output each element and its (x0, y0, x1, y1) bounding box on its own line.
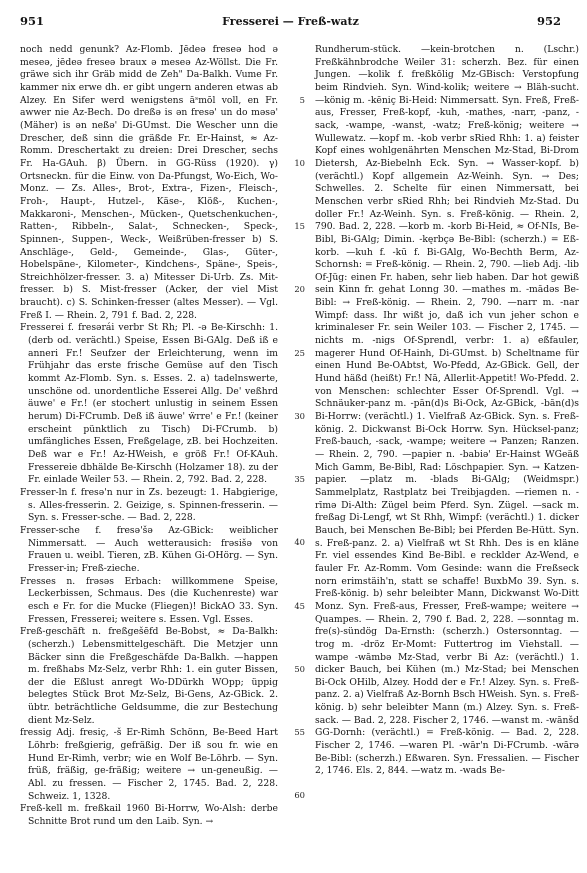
dictionary-entry: Freß-kell m. freßkail 1960 Bi-Horrw, Wo-Alsh: derbe Schnitte Brot rund um den Laib. Syn. → (20, 803, 278, 828)
line-number: 15 (294, 221, 305, 232)
right-page-number: 952 (536, 14, 561, 28)
line-number: 25 (294, 347, 305, 358)
right-column (315, 44, 579, 778)
dictionary-entry: Fresserei f. fresərái verbr St Rh; Pl. -ə Be-Kirschh: 1. (derb od. verächtl.) Speise, Essen Bi-GAlg. Deß iß e anneri Fr.! Seufzer der Erleichterung, wenn im Frühjahr das erste frische Gemüse auf den Tisch kommt Az-Flomb. Syn. s. Esses. 2. a) tadelnswerte, unschöne od. unordentliche Esserei Allg. De' veßhrd äuwe' e Fr.! (er stochert unlustig in seinem Essen herum) Di-FCrumb. Deß iß äuwe' ẅrre' e Fr.! (keiner erscheint pünktlich zu Tisch) Di-FCrumb. b) umfängliches Essen, Freßgelage, zB. bei Hochzeiten. Deß war e Fr.! Az-HWeish, e größ Fr.! Of-KAuh. Fressereie dbhälde Be-Kirschh (Holzamer 18). zu der Fr. einlade Weiler 53. — Rhein. 2, 792. Bad. 2, 228. (20, 322, 278, 486)
dictionary-entry: Rundherum-stück. —kein-brotchen n. (Lschr.) Freßkähnbrodche Weiler 31: scherzh. Bez. für einen Jungen. —kolik f. freßkōlig Mz-GBisch: Verstopfung beim Rindvieh. Syn. Wind-kolik; weitere → Bläh-sucht. —könig m. -kēniç Bi-Heid: Nimmersatt. Syn. Freß, Freß-aus, Fresser, Freß-kopf, -kuh, -mathes, -narr, -panz, -sack, -wampe, -wanst, -watz; Freß-könig; weitere → Wullewatz. —kopf m. -kob verbr sRied Rhh: 1. a) feister Kopf eines wohlgenährten Menschen Mz-Stad, Bi-Drom Dietersh, Az-Biebelnh Eck. Syn. → Wasser-kopf. b) (verächtl.) Kopf allgemein Az-Weinh. Syn. → Des; Schwelles. 2. Schelte für einen Nimmersatt, bei Menschen verbr sRied Rhh; bei Rindvieh Mz-Stad. Du doller Fr.! Az-Weinh. Syn. s. Freß-könig. — Rhein. 2, 790. Bad. 2, 228. —korb m. -korb Bi-Heid, ≈ Of-NIs, Be-Bibl, Bi-GAlg; Dimin. -kęrbçə Be-Bibl: (scherzh.) = Eß-korb. —kuh f. -kū f. Bi-GAlg, Wo-Bechth Berm, Az-Schornsh: = Freß-könig. — Rhein. 2, 790. —lieb Adj. -lib Of-Jüg: einen Fr. haben, sehr lieb haben. Dar hot gewiß sein Kinn fr. gehat Lonng 30. —mathes m. -mādəs Be-Bibl: → Freß-könig. — Rhein. 2, 790. —narr m. -nar Wimpf: dass. Ihr wißt jo, daß ich vun jeher schon e kriminaleser Fr. sein Weiler 103. — Fischer 2, 1745. —nichts m. -nigs Of-Sprendl, verbr: 1. a) eßfauler, magerer Hund Of-Hainh, Di-GUmst. b) Scheltname für einen Hund Be-OAbtst, Wo-Pfedd, Az-GBick. Gell, der Hund häßd (heißt) Fr.! Nā, Allerlit-Appetit! Wo-Pfedd. 2. von Menschen: schlechter Esser Of-Sprendl. Vgl. → Schnäuker-panz m. -pān(d)s Bi-Ock, Az-GBick, -bān(d)s Bi-Horrw: (verächtl.) 1. Vielfraß Az-GBick. Syn. s. Freß-könig. 2. Dickwanst Bi-Ock Horrw. Syn. Hücksel-panz; Freß-bauch, -sack, -wampe; weitere → Panzen; Ranzen. — Rhein. 2, 790. —papier n. -babiə' Er-Hainst WGeäß Mich Gamm, Be-Bibl, Rad: Löschpapier. Syn. → Katzen-papier. —platz m. -blads Bi-GAlg; (Weidmspr.) Sammelplatz, Rastplatz bei Treibjagden. —riemen n. -rīmə Di-Alth: Zügel beim Pferd. Syn. Zügel. —sack m. freßag Di-Lengf, wt St Rhh, Wimpf: (verächtl.) 1. dicker Bauch, bei Menschen Be-Bibl; bei Pferden Be-Hütt. Syn. s. Freß-panz. 2. a) Vielfraß wt St Rhh. Des is en kläne Fr. viel essendes Kind Be-Bibl. e recklder Az-Wend, e fauler Fr. Az-Romm. Vom Gesinde: wann die Freßseck norn erimstäih'n, statt se schaffe! BuxbMo 39. Syn. s. Freß-könig. b) sehr beleibter Mann, Dickwanst Wo-Ditt Monz. Syn. Freß-aus, Fresser, Freß-wampe; weitere → Quampes. — Rhein. 2, 790 f. Bad. 2, 228. —sonntag m. fre(s)-sündög Da-Ernsth: (scherzh.) Ostersonntag. —trog m. -dröz Er-Momt: Futtertrog im Viehstall. —wampe -wāmbə Mz-Stad, verbr Bi Az: (verächtl.) 1. dicker Bauch, bei Kühen (m.) Mz-Stad; bei Menschen Bi-Ock OHilb, Alzey. Hodd der e Fr.! Alzey. Syn. s. Freß-panz. 2. a) Vielfraß Az-Bornh Bsch HWeish. Syn. s. Freß-könig. b) sehr beleibter Mann (m.) Alzey. Syn. s. Freß-sack. — Bad. 2, 228. Fischer 2, 1746. —wanst m. -wānšd GG-Dornh: (verächtl.) = Freß-könig. — Bad. 2, 228. Fischer 2, 1746. —waren Pl. -wār'n Di-FCrumb. -wārə Be-Bibl: (scherzh.) Eßwaren. Syn. Fressalien. — Fischer 2, 1746. Els. 2, 844. —watz m. -wads Be- (315, 44, 579, 777)
running-header (20, 14, 561, 30)
dictionary-entry: Fresses n. frəsəs Erbach: willkommene Speise, Leckerbissen, Schmaus. Des (die Kuchenreste) war esch e Fr. for die Mucke (Fliegen)! BickAO 33. Syn. Fressen, Fresserei; weitere s. Essen. Vgl. Esses. (20, 575, 278, 625)
line-number: 5 (299, 94, 305, 105)
line-number: 30 (294, 410, 305, 421)
dictionary-entry: Fresser-sche f. fresə'šə Az-GBick: weiblicher Nimmersatt. — Auch wetterausich: frəsišə von Frauen u. weibl. Tieren, zB. Kühen Gi-OHörg. — Syn. Fresser-in; Freß-zieche. (20, 524, 278, 574)
dictionary-entry: fressig Adj. fresiç, -š Er-Rimh Schönn, Be-Beed Hart Löhrb: freßgierig, gefräßig. Der iß sou fr. wie en Hund Er-Rimh, verbr; wie en Wolf Be-Löhrb. — Syn. früß, fräßig, ge-fräßig; weitere → un-geneußig. — Abl. zu fressen. — Fischer 2, 1745. Bad. 2, 228. Schweiz. 1, 1328. (20, 727, 278, 802)
left-column (20, 44, 278, 829)
dictionary-entry: noch nedd genunk? Az-Flomb. Jēdeə freseə hod ə meseə, jēdeə freseə braux ə meseə Az-Wöllst. Die Fr. gräwe sich ihr Gräb midd de Zeh" Da-Balkh. Vume Fr. kammer nix erwe dh. er gibt ungern anderen etwas ab Alzey. En Sifer werd wenigstens āˢmōl voll, en Fr. awwer nie Az-Bech. Do dreßə is ən fresə' un do məsə' (Mäher) is ən neßə' Di-GUmst. Die Wescher unn die Drescher, deß sinn die gräßde Fr. Er-Hainst, ≈ Az-Romm. Dreschertakt zu dreien: Drei Drescher, sechs Fr. Ha-GAuh. β) Übern. in GG-Rüss (1920). γ) Ortsneckn. für die Einw. von Da-Pfungst, Wo-Eich, Wo-Monz. — Zs. Alles-, Brot-, Extra-, Fizen-, Fleisch-, Froh-, Haupt-, Hutzel-, Käse-, Klöß-, Kuchen-, Makkaroni-, Menschen-, Mücken-, Quetschenkuchen-, Ratten-, Ribbeln-, Salat-, Schnecken-, Speck-, Spinnen-, Suppen-, Weck-, Weißrüben-fresser b) S. Anschläge-, Geld-, Gemeinde-, Glas-, Güter-, Hobelspäne-, Kilometer-, Kindchens-, Späne-, Speis-, Streichhölzer-fresser. 3. a) Mitesser Di-Urb. Zs. Mit-fresser. b) S. Mist-fresser (Acker, der viel Mist braucht). c) S. Schinken-fresser (altes Messer). — Vgl. Freß I. — Rhein. 2, 791 f. Bad. 2, 228. (20, 44, 278, 321)
dictionary-entry: Freß-geschäft n. freßgešēfd Be-Bobst, ≈ Da-Balkh: (scherzh.) Lebensmittelgeschäft. Die Metzjer unn Bäcker sinn die Freßgeschäfde Da-Balkh. —happen m. freßhabs Mz-Selz, verbr Rhh: 1. ein guter Bissen, der die Eßlust anregt Wo-DDürkh WOpp; üppig belegtes Stück Brot Mz-Selz, Bi-Gens, Az-GBick. 2. übtr. beträchtliche Geldsumme, die zur Bestechung dient Mz-Selz. (20, 626, 278, 726)
line-number: 10 (294, 157, 305, 168)
line-number: 20 (294, 284, 305, 295)
line-number: 45 (294, 600, 305, 611)
line-number: 60 (294, 790, 305, 801)
line-number: 55 (294, 727, 305, 738)
line-number: 35 (294, 474, 305, 485)
dictionary-entry: Fresser-ln f. fresə'n nur in Zs. bezeugt: 1. Habgierige, s. Alles-fresserin. 2. Geizige, s. Spinnen-fresserin. — Syn. s. Fresser-sche. — Bad. 2, 228. (20, 486, 278, 524)
header-title: Fresserei — Freß-watz (222, 15, 359, 28)
line-number: 40 (294, 537, 305, 548)
line-number: 50 (294, 663, 305, 674)
left-page-number: 951 (20, 14, 45, 28)
